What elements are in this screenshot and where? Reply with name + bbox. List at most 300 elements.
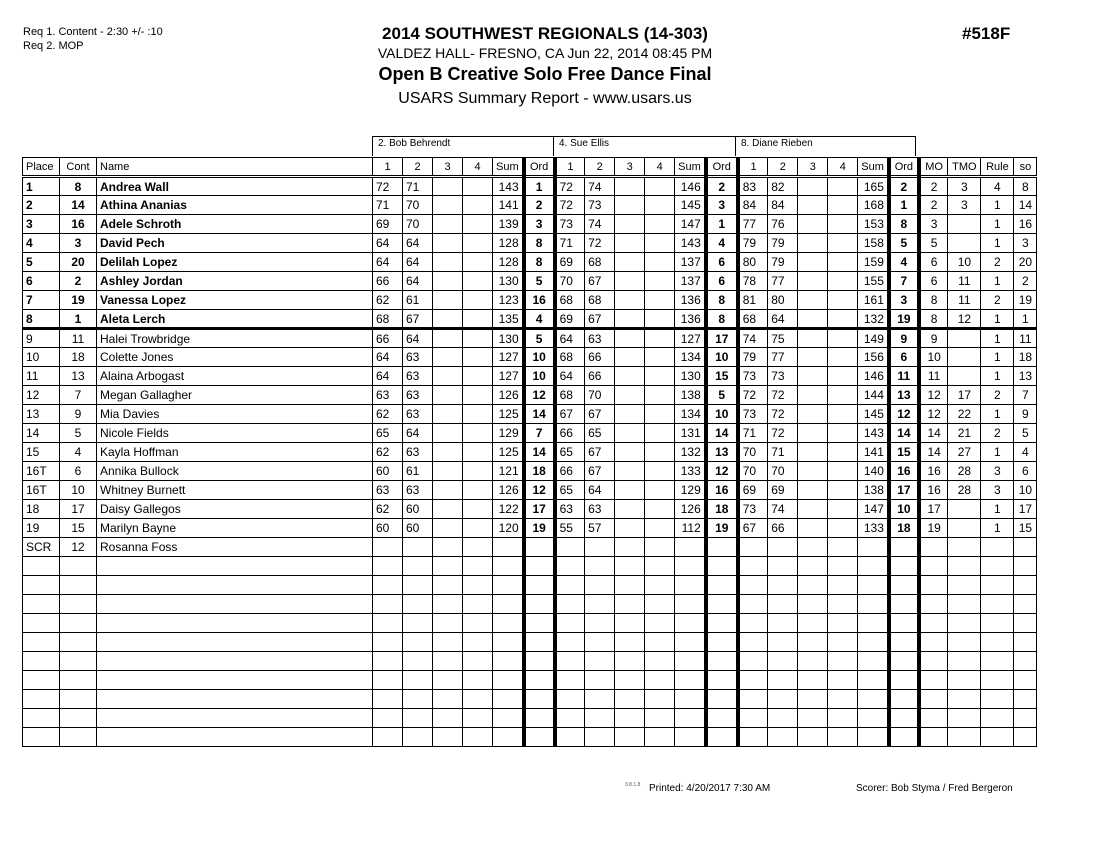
place-cell bbox=[23, 728, 60, 747]
j1-score-3 bbox=[433, 443, 463, 462]
j3-score-1: 67 bbox=[738, 519, 768, 538]
j1-score-4 bbox=[463, 614, 493, 633]
col-j3-1: 1 bbox=[738, 158, 768, 177]
place-cell: 18 bbox=[23, 500, 60, 519]
mo-cell bbox=[919, 728, 948, 747]
j1-sum: 122 bbox=[493, 500, 524, 519]
col-j3-sum: Sum bbox=[858, 158, 889, 177]
j3-score-2: 79 bbox=[768, 234, 798, 253]
j2-score-2: 66 bbox=[585, 367, 615, 386]
so-cell: 20 bbox=[1014, 253, 1037, 272]
j2-score-2: 67 bbox=[585, 462, 615, 481]
j1-score-3 bbox=[433, 348, 463, 367]
j3-score-1 bbox=[738, 709, 768, 728]
j3-score-4 bbox=[828, 500, 858, 519]
j3-score-3 bbox=[798, 234, 828, 253]
j3-score-4 bbox=[828, 557, 858, 576]
j3-sum: 140 bbox=[858, 462, 889, 481]
j3-sum bbox=[858, 709, 889, 728]
j2-score-1: 69 bbox=[555, 310, 585, 329]
j3-ord: 8 bbox=[889, 215, 919, 234]
j2-score-4 bbox=[645, 348, 675, 367]
j2-score-3 bbox=[615, 367, 645, 386]
j3-score-1: 84 bbox=[738, 196, 768, 215]
j2-score-2 bbox=[585, 690, 615, 709]
tmo-cell: 3 bbox=[948, 196, 981, 215]
j2-sum: 130 bbox=[675, 367, 706, 386]
j2-score-4 bbox=[645, 595, 675, 614]
j2-score-4 bbox=[645, 728, 675, 747]
j3-score-4 bbox=[828, 709, 858, 728]
place-cell bbox=[23, 614, 60, 633]
j3-score-2: 82 bbox=[768, 177, 798, 196]
so-cell: 13 bbox=[1014, 367, 1037, 386]
rule-cell bbox=[981, 709, 1014, 728]
j3-ord: 7 bbox=[889, 272, 919, 291]
blank-row bbox=[23, 728, 1037, 747]
mo-cell bbox=[919, 633, 948, 652]
col-tmo: TMO bbox=[948, 158, 981, 177]
j3-score-1: 68 bbox=[738, 310, 768, 329]
j1-sum: 139 bbox=[493, 215, 524, 234]
table-row bbox=[23, 500, 1037, 519]
j1-score-2 bbox=[403, 538, 433, 557]
j1-ord bbox=[524, 614, 555, 633]
j2-sum: 137 bbox=[675, 272, 706, 291]
j1-ord: 5 bbox=[524, 329, 555, 348]
table-row bbox=[23, 234, 1037, 253]
cont-cell: 10 bbox=[60, 481, 97, 500]
scorer-names: Scorer: Bob Styma / Fred Bergeron bbox=[856, 783, 1013, 794]
cont-cell: 5 bbox=[60, 424, 97, 443]
j2-score-2 bbox=[585, 576, 615, 595]
j2-score-2: 67 bbox=[585, 443, 615, 462]
j3-score-2: 72 bbox=[768, 386, 798, 405]
j3-sum: 153 bbox=[858, 215, 889, 234]
j1-score-4 bbox=[463, 405, 493, 424]
j3-ord: 19 bbox=[889, 310, 919, 329]
requirement-1: Req 1. Content - 2:30 +/- :10 bbox=[23, 26, 163, 38]
tmo-cell bbox=[948, 215, 981, 234]
j1-score-1 bbox=[373, 709, 403, 728]
mo-cell bbox=[919, 538, 948, 557]
mo-cell: 6 bbox=[919, 272, 948, 291]
cont-cell bbox=[60, 633, 97, 652]
j1-score-1: 66 bbox=[373, 329, 403, 348]
rule-cell: 1 bbox=[981, 367, 1014, 386]
j3-score-3 bbox=[798, 690, 828, 709]
rule-cell: 1 bbox=[981, 348, 1014, 367]
j2-score-4 bbox=[645, 386, 675, 405]
j1-score-1 bbox=[373, 652, 403, 671]
j3-score-3 bbox=[798, 329, 828, 348]
rule-cell: 1 bbox=[981, 272, 1014, 291]
j2-sum: 126 bbox=[675, 500, 706, 519]
j1-sum: 129 bbox=[493, 424, 524, 443]
table-row bbox=[23, 386, 1037, 405]
name-cell: Marilyn Bayne bbox=[97, 519, 373, 538]
j2-ord: 13 bbox=[706, 443, 738, 462]
j1-sum: 130 bbox=[493, 329, 524, 348]
col-j3-ord: Ord bbox=[889, 158, 919, 177]
j3-sum: 132 bbox=[858, 310, 889, 329]
j2-score-2 bbox=[585, 557, 615, 576]
cont-cell bbox=[60, 709, 97, 728]
j2-ord: 8 bbox=[706, 310, 738, 329]
j1-score-3 bbox=[433, 253, 463, 272]
j3-score-1 bbox=[738, 690, 768, 709]
j1-sum: 128 bbox=[493, 253, 524, 272]
j3-score-4 bbox=[828, 519, 858, 538]
j1-ord: 7 bbox=[524, 424, 555, 443]
j3-score-2: 72 bbox=[768, 424, 798, 443]
j1-ord bbox=[524, 633, 555, 652]
j1-score-4 bbox=[463, 728, 493, 747]
tmo-cell: 11 bbox=[948, 272, 981, 291]
j2-sum bbox=[675, 652, 706, 671]
j3-score-2: 77 bbox=[768, 272, 798, 291]
name-cell: David Pech bbox=[97, 234, 373, 253]
j1-score-2: 63 bbox=[403, 481, 433, 500]
j1-sum: 120 bbox=[493, 519, 524, 538]
j2-score-1 bbox=[555, 595, 585, 614]
j1-ord: 19 bbox=[524, 519, 555, 538]
j2-ord bbox=[706, 538, 738, 557]
j2-score-3 bbox=[615, 576, 645, 595]
j1-score-4 bbox=[463, 481, 493, 500]
j1-score-1: 68 bbox=[373, 310, 403, 329]
tmo-cell: 22 bbox=[948, 405, 981, 424]
blank-row bbox=[23, 576, 1037, 595]
j1-score-4 bbox=[463, 234, 493, 253]
cont-cell bbox=[60, 652, 97, 671]
j2-score-4 bbox=[645, 481, 675, 500]
j2-score-1: 66 bbox=[555, 462, 585, 481]
tmo-cell: 28 bbox=[948, 481, 981, 500]
j2-ord bbox=[706, 595, 738, 614]
j2-score-2: 63 bbox=[585, 500, 615, 519]
requirement-2: Req 2. MOP bbox=[23, 40, 84, 52]
col-name: Name bbox=[97, 158, 373, 177]
j3-sum bbox=[858, 576, 889, 595]
j3-score-4 bbox=[828, 443, 858, 462]
j1-score-3 bbox=[433, 690, 463, 709]
j2-score-3 bbox=[615, 633, 645, 652]
j2-score-2: 70 bbox=[585, 386, 615, 405]
col-j1-1: 1 bbox=[373, 158, 403, 177]
table-row bbox=[23, 253, 1037, 272]
j2-score-4 bbox=[645, 671, 675, 690]
place-cell: 1 bbox=[23, 177, 60, 196]
j2-sum: 136 bbox=[675, 291, 706, 310]
place-cell bbox=[23, 690, 60, 709]
j3-score-1: 73 bbox=[738, 405, 768, 424]
so-cell: 7 bbox=[1014, 386, 1037, 405]
j1-sum bbox=[493, 595, 524, 614]
tmo-cell: 28 bbox=[948, 462, 981, 481]
place-cell: 7 bbox=[23, 291, 60, 310]
j3-score-1: 81 bbox=[738, 291, 768, 310]
tmo-cell: 10 bbox=[948, 253, 981, 272]
j3-ord: 6 bbox=[889, 348, 919, 367]
so-cell bbox=[1014, 538, 1037, 557]
mo-cell: 10 bbox=[919, 348, 948, 367]
j2-ord bbox=[706, 576, 738, 595]
j2-sum: 127 bbox=[675, 329, 706, 348]
rule-cell: 3 bbox=[981, 462, 1014, 481]
j1-score-1: 64 bbox=[373, 367, 403, 386]
j2-score-3 bbox=[615, 728, 645, 747]
blank-row bbox=[23, 595, 1037, 614]
j3-score-4 bbox=[828, 405, 858, 424]
j2-ord: 6 bbox=[706, 272, 738, 291]
rule-cell bbox=[981, 652, 1014, 671]
j3-score-4 bbox=[828, 538, 858, 557]
so-cell bbox=[1014, 652, 1037, 671]
j1-score-3 bbox=[433, 386, 463, 405]
j1-sum: 123 bbox=[493, 291, 524, 310]
tmo-cell bbox=[948, 348, 981, 367]
j3-score-4 bbox=[828, 690, 858, 709]
place-cell: 15 bbox=[23, 443, 60, 462]
j1-score-3 bbox=[433, 728, 463, 747]
place-cell: 6 bbox=[23, 272, 60, 291]
j3-score-4 bbox=[828, 348, 858, 367]
j1-score-4 bbox=[463, 633, 493, 652]
name-cell bbox=[97, 595, 373, 614]
j2-score-3 bbox=[615, 253, 645, 272]
j3-sum: 146 bbox=[858, 367, 889, 386]
j3-sum: 149 bbox=[858, 329, 889, 348]
rule-cell: 1 bbox=[981, 234, 1014, 253]
j1-ord: 5 bbox=[524, 272, 555, 291]
j1-score-3 bbox=[433, 367, 463, 386]
mo-cell: 12 bbox=[919, 386, 948, 405]
j2-score-1 bbox=[555, 633, 585, 652]
name-cell: Megan Gallagher bbox=[97, 386, 373, 405]
j2-ord: 18 bbox=[706, 500, 738, 519]
col-cont: Cont bbox=[60, 158, 97, 177]
j2-score-1: 70 bbox=[555, 272, 585, 291]
tmo-cell bbox=[948, 500, 981, 519]
j3-score-3 bbox=[798, 177, 828, 196]
j1-sum bbox=[493, 728, 524, 747]
j3-score-4 bbox=[828, 671, 858, 690]
j3-score-2: 70 bbox=[768, 462, 798, 481]
j3-score-1 bbox=[738, 576, 768, 595]
j2-score-3 bbox=[615, 614, 645, 633]
j3-score-1: 80 bbox=[738, 253, 768, 272]
j2-score-4 bbox=[645, 690, 675, 709]
j3-score-2 bbox=[768, 728, 798, 747]
so-cell: 15 bbox=[1014, 519, 1037, 538]
j3-score-4 bbox=[828, 633, 858, 652]
j2-score-1 bbox=[555, 671, 585, 690]
j3-score-4 bbox=[828, 215, 858, 234]
j1-score-1: 69 bbox=[373, 215, 403, 234]
j3-sum bbox=[858, 557, 889, 576]
j2-score-4 bbox=[645, 291, 675, 310]
j2-score-3 bbox=[615, 329, 645, 348]
col-j3-3: 3 bbox=[798, 158, 828, 177]
j2-ord: 15 bbox=[706, 367, 738, 386]
j3-score-2: 64 bbox=[768, 310, 798, 329]
j2-score-4 bbox=[645, 614, 675, 633]
j2-score-3 bbox=[615, 196, 645, 215]
j1-ord bbox=[524, 557, 555, 576]
cont-cell: 9 bbox=[60, 405, 97, 424]
cont-cell: 3 bbox=[60, 234, 97, 253]
j1-score-4 bbox=[463, 576, 493, 595]
mo-cell bbox=[919, 671, 948, 690]
tmo-cell: 11 bbox=[948, 291, 981, 310]
j3-score-1: 79 bbox=[738, 234, 768, 253]
j3-score-4 bbox=[828, 234, 858, 253]
so-cell bbox=[1014, 728, 1037, 747]
j3-ord: 10 bbox=[889, 500, 919, 519]
so-cell bbox=[1014, 690, 1037, 709]
cont-cell: 4 bbox=[60, 443, 97, 462]
j3-score-4 bbox=[828, 424, 858, 443]
j1-score-3 bbox=[433, 519, 463, 538]
event-code: #518F bbox=[962, 24, 1011, 43]
j1-sum bbox=[493, 652, 524, 671]
j2-score-2: 68 bbox=[585, 291, 615, 310]
col-j2-sum: Sum bbox=[675, 158, 706, 177]
rule-cell: 2 bbox=[981, 424, 1014, 443]
so-cell: 4 bbox=[1014, 443, 1037, 462]
j2-score-1: 55 bbox=[555, 519, 585, 538]
col-j2-3: 3 bbox=[615, 158, 645, 177]
j3-ord bbox=[889, 595, 919, 614]
name-cell bbox=[97, 709, 373, 728]
j2-score-1 bbox=[555, 576, 585, 595]
j3-score-1: 70 bbox=[738, 443, 768, 462]
j1-score-3 bbox=[433, 234, 463, 253]
tmo-cell bbox=[948, 690, 981, 709]
name-cell: Ashley Jordan bbox=[97, 272, 373, 291]
rule-cell: 1 bbox=[981, 500, 1014, 519]
j2-score-2: 74 bbox=[585, 215, 615, 234]
place-cell: 19 bbox=[23, 519, 60, 538]
j3-score-4 bbox=[828, 728, 858, 747]
rule-cell bbox=[981, 728, 1014, 747]
j3-score-4 bbox=[828, 196, 858, 215]
j3-ord bbox=[889, 671, 919, 690]
place-cell: 13 bbox=[23, 405, 60, 424]
j1-score-2: 61 bbox=[403, 291, 433, 310]
j1-ord: 10 bbox=[524, 367, 555, 386]
cont-cell: 11 bbox=[60, 329, 97, 348]
j2-sum: 132 bbox=[675, 443, 706, 462]
j3-sum bbox=[858, 633, 889, 652]
j1-score-4 bbox=[463, 690, 493, 709]
j1-ord: 2 bbox=[524, 196, 555, 215]
j3-score-2: 71 bbox=[768, 443, 798, 462]
j2-score-4 bbox=[645, 462, 675, 481]
j2-score-2 bbox=[585, 595, 615, 614]
j2-score-3 bbox=[615, 481, 645, 500]
j3-ord bbox=[889, 728, 919, 747]
j1-ord: 16 bbox=[524, 291, 555, 310]
j1-score-3 bbox=[433, 462, 463, 481]
table-row bbox=[23, 481, 1037, 500]
tmo-cell bbox=[948, 633, 981, 652]
j1-score-1 bbox=[373, 614, 403, 633]
j2-score-3 bbox=[615, 519, 645, 538]
j3-sum bbox=[858, 595, 889, 614]
j3-score-3 bbox=[798, 557, 828, 576]
rule-cell: 1 bbox=[981, 519, 1014, 538]
table-row bbox=[23, 538, 1037, 557]
j2-score-4 bbox=[645, 405, 675, 424]
venue-datetime: VALDEZ HALL- FRESNO, CA Jun 22, 2014 08:45 PM bbox=[377, 45, 713, 61]
blank-row bbox=[23, 690, 1037, 709]
blank-row bbox=[23, 633, 1037, 652]
mo-cell: 3 bbox=[919, 215, 948, 234]
j1-ord: 1 bbox=[524, 177, 555, 196]
tmo-cell bbox=[948, 614, 981, 633]
j2-score-3 bbox=[615, 291, 645, 310]
j3-sum: 143 bbox=[858, 424, 889, 443]
rule-cell: 2 bbox=[981, 253, 1014, 272]
j3-score-4 bbox=[828, 481, 858, 500]
j2-score-1: 72 bbox=[555, 177, 585, 196]
j1-score-3 bbox=[433, 481, 463, 500]
j2-ord: 16 bbox=[706, 481, 738, 500]
j2-score-3 bbox=[615, 177, 645, 196]
table-row bbox=[23, 329, 1037, 348]
j1-score-3 bbox=[433, 329, 463, 348]
name-cell bbox=[97, 633, 373, 652]
j2-score-1: 65 bbox=[555, 481, 585, 500]
tmo-cell: 3 bbox=[948, 177, 981, 196]
j3-score-4 bbox=[828, 367, 858, 386]
col-j3-2: 2 bbox=[768, 158, 798, 177]
j2-ord: 1 bbox=[706, 215, 738, 234]
j2-score-1: 64 bbox=[555, 329, 585, 348]
j1-score-3 bbox=[433, 215, 463, 234]
j2-ord: 10 bbox=[706, 405, 738, 424]
so-cell bbox=[1014, 576, 1037, 595]
j3-score-1: 70 bbox=[738, 462, 768, 481]
tmo-cell bbox=[948, 595, 981, 614]
j1-score-2: 64 bbox=[403, 424, 433, 443]
j3-score-1: 69 bbox=[738, 481, 768, 500]
j2-ord: 2 bbox=[706, 177, 738, 196]
j1-score-1 bbox=[373, 538, 403, 557]
j1-score-3 bbox=[433, 614, 463, 633]
so-cell: 1 bbox=[1014, 310, 1037, 329]
j1-score-4 bbox=[463, 595, 493, 614]
table-row bbox=[23, 348, 1037, 367]
j3-score-3 bbox=[798, 348, 828, 367]
competition-title: Open B Creative Solo Free Dance Final bbox=[378, 64, 712, 84]
j2-score-4 bbox=[645, 329, 675, 348]
cont-cell: 14 bbox=[60, 196, 97, 215]
j1-score-1: 64 bbox=[373, 348, 403, 367]
blank-row bbox=[23, 557, 1037, 576]
j1-score-4 bbox=[463, 348, 493, 367]
j1-score-1 bbox=[373, 557, 403, 576]
j2-score-3 bbox=[615, 215, 645, 234]
j1-score-3 bbox=[433, 310, 463, 329]
name-cell: Colette Jones bbox=[97, 348, 373, 367]
mo-cell: 6 bbox=[919, 253, 948, 272]
j1-score-2: 63 bbox=[403, 367, 433, 386]
j1-score-1: 60 bbox=[373, 519, 403, 538]
j2-score-1: 68 bbox=[555, 386, 585, 405]
